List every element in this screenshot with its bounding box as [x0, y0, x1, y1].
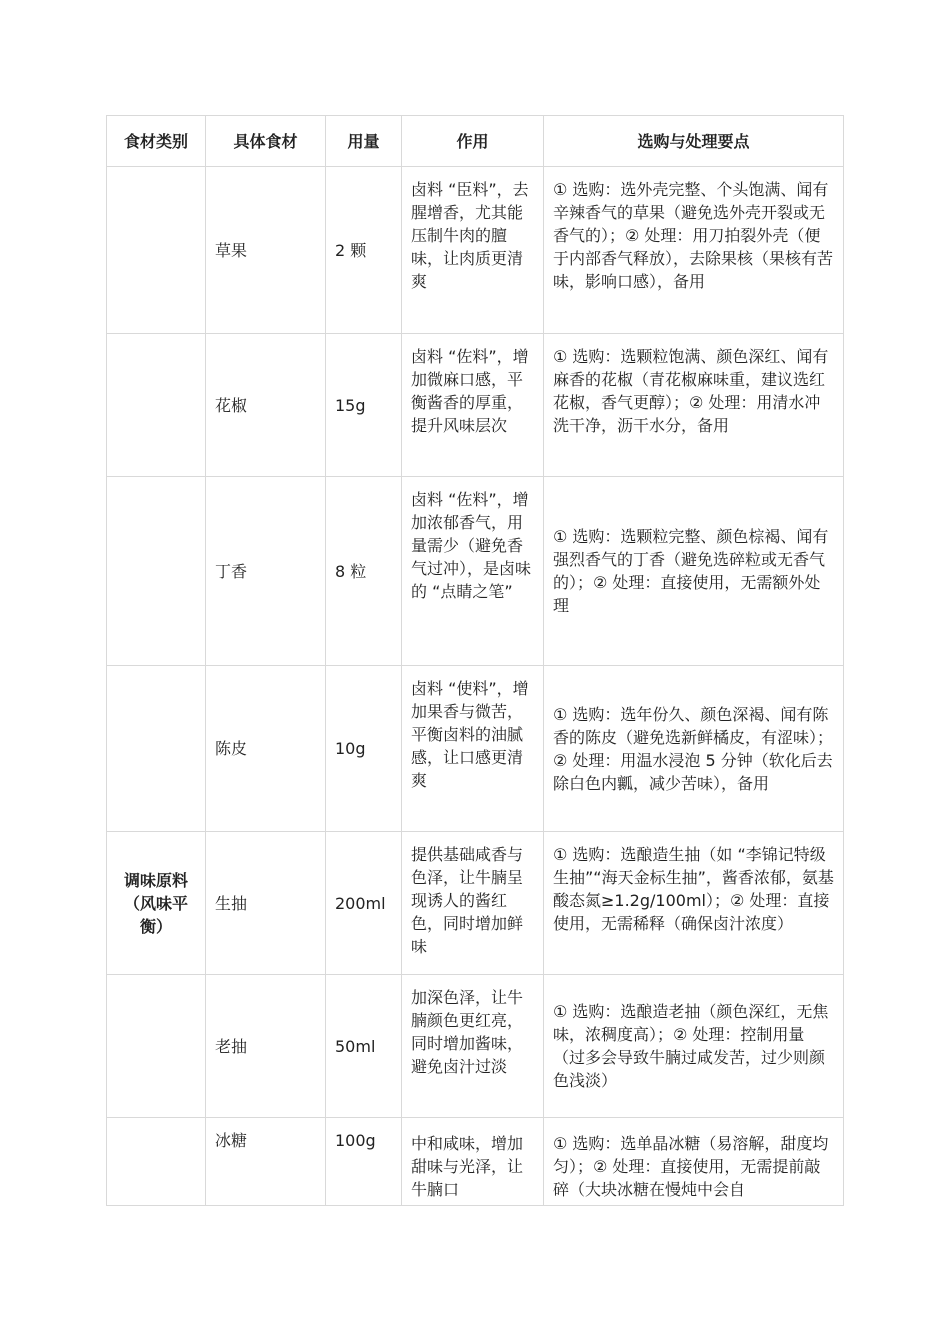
row-role: 卤料 “使料”，增加果香与微苦，平衡卤料的油腻感，让口感更清爽 — [402, 666, 544, 831]
ingredients-table — [106, 115, 844, 1206]
row-amount: 2 颗 — [326, 167, 402, 333]
row-category: 调味原料（风味平衡） — [107, 832, 206, 974]
header-category: 食材类别 — [107, 116, 206, 166]
row-amount: 15g — [326, 334, 402, 476]
row-tips: ① 选购：选颗粒饱满、颜色深红、闻有麻香的花椒（青花椒麻味重，建议选红花椒，香气更醇）；② 处理：用清水冲洗干净，沥干水分，备用 — [553, 347, 829, 435]
table-row — [107, 334, 843, 477]
row-ingredient: 花椒 — [206, 334, 326, 476]
row-tips: ① 选购：选单晶冰糖（易溶解，甜度均匀）；② 处理：直接使用，无需提前敲碎（大块冰糖在慢炖中会自 — [553, 1134, 829, 1199]
row-amount: 100g — [326, 1118, 402, 1206]
row-amount: 10g — [326, 666, 402, 831]
row-ingredient: 陈皮 — [206, 666, 326, 831]
row-category — [107, 975, 206, 1117]
row-category — [107, 1118, 206, 1206]
row-role: 中和咸味，增加甜味与光泽，让牛腩口 — [402, 1118, 544, 1206]
header-ingredient: 具体食材 — [206, 116, 326, 166]
row-amount: 50ml — [326, 975, 402, 1117]
row-category — [107, 666, 206, 831]
row-category — [107, 167, 206, 333]
row-role: 卤料 “佐料”，增加微麻口感，平衡酱香的厚重，提升风味层次 — [402, 334, 544, 476]
row-amount: 200ml — [326, 832, 402, 974]
header-tips: 选购与处理要点 — [637, 131, 750, 151]
row-ingredient: 丁香 — [206, 477, 326, 665]
row-tips: ① 选购：选酿造老抽（颜色深红，无焦味，浓稠度高）；② 处理：控制用量（过多会导致牛腩过咸发苦，过少则颜色浅淡） — [553, 1002, 829, 1090]
row-role: 卤料 “佐料”，增加浓郁香气，用量需少（避免香气过冲），是卤味的 “点睛之笔” — [402, 477, 544, 665]
row-tips: ① 选购：选颗粒完整、颜色棕褐、闻有强烈香气的丁香（避免选碎粒或无香气的）；② 处理：直接使用，无需额外处理 — [553, 527, 829, 615]
header-amount: 用量 — [326, 116, 402, 166]
header-role: 作用 — [402, 116, 544, 166]
table-row — [107, 167, 843, 334]
row-role: 卤料 “臣料”，去腥增香，尤其能压制牛肉的膻味，让肉质更清爽 — [402, 167, 544, 333]
table-row — [107, 477, 843, 666]
row-category — [107, 477, 206, 665]
row-tips: ① 选购：选外壳完整、个头饱满、闻有辛辣香气的草果（避免选外壳开裂或无香气的）；② 处理：用刀拍裂外壳（便于内部香气释放），去除果核（果核有苦味，影响口感），备用 — [553, 180, 834, 291]
table-row — [107, 666, 843, 832]
row-role: 加深色泽，让牛腩颜色更红亮，同时增加酱味，避免卤汁过淡 — [402, 975, 544, 1117]
row-amount: 8 粒 — [326, 477, 402, 665]
table-row — [107, 975, 843, 1118]
row-ingredient: 草果 — [206, 167, 326, 333]
table-row — [107, 832, 843, 975]
row-tips: ① 选购：选年份久、颜色深褐、闻有陈香的陈皮（避免选新鲜橘皮，有涩味）；② 处理：用温水浸泡 5 分钟（软化后去除白色内瓤，减少苦味），备用 — [553, 704, 834, 793]
row-category — [107, 334, 206, 476]
row-tips: ① 选购：选酿造生抽（如 “李锦记特级生抽”“海天金标生抽”，酱香浓郁，氨基酸态氮≥1.2g/100ml）；② 处理：直接使用，无需稀释（确保卤汁浓度） — [553, 845, 834, 933]
table-row — [107, 1118, 843, 1206]
row-role: 提供基础咸香与色泽，让牛腩呈现诱人的酱红色，同时增加鲜味 — [402, 832, 544, 974]
table-header — [107, 116, 843, 167]
row-ingredient: 生抽 — [206, 832, 326, 974]
row-ingredient: 老抽 — [206, 975, 326, 1117]
row-ingredient: 冰糖 — [206, 1118, 326, 1206]
